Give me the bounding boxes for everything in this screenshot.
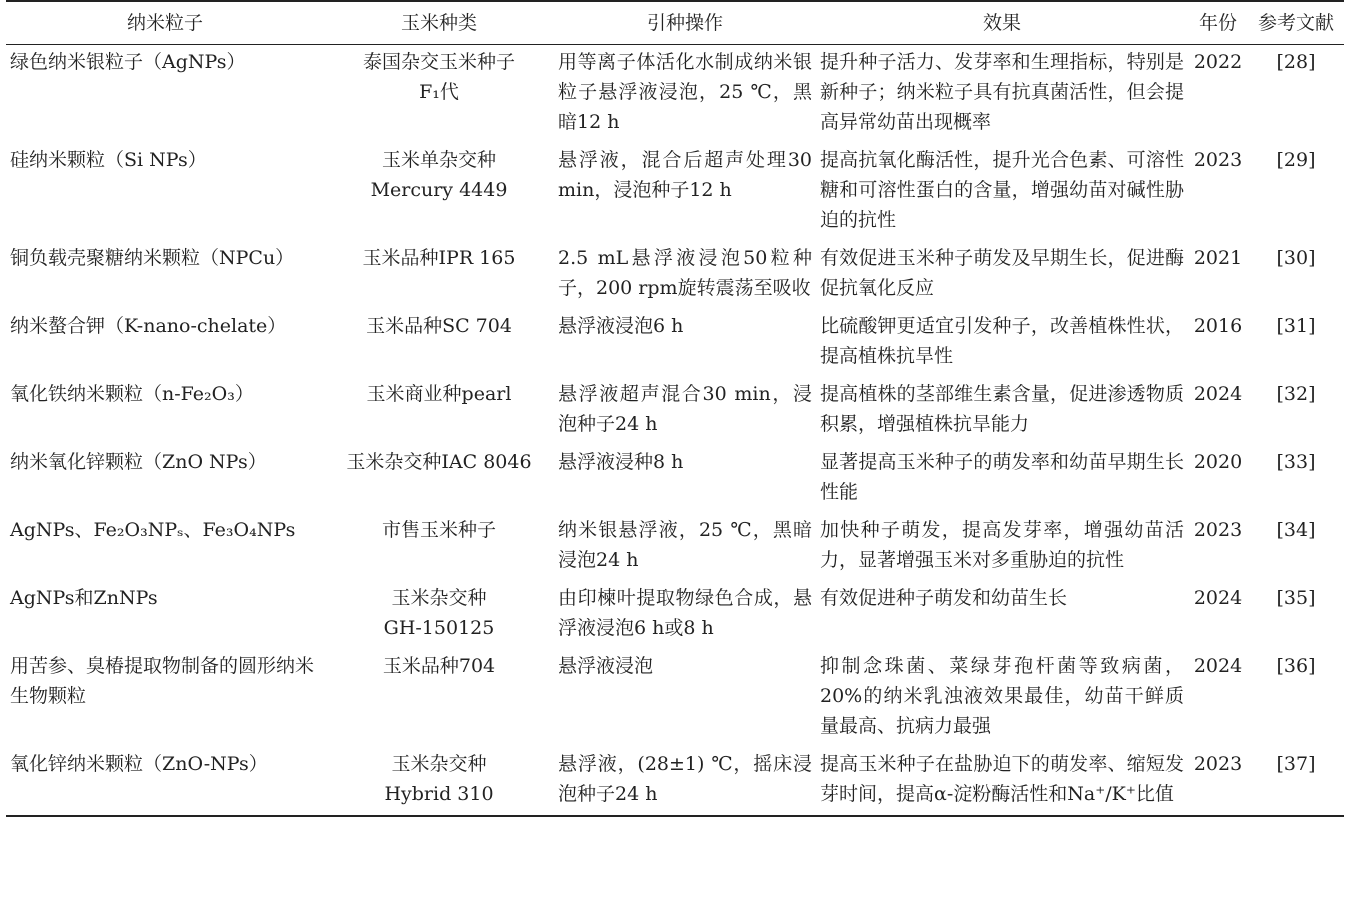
variety-cell — [324, 581, 554, 649]
year-cell: 2021 — [1193, 247, 1243, 269]
reference-cell: [36] — [1276, 655, 1316, 677]
reference-cell: [31] — [1276, 315, 1316, 337]
variety-line-1: 市售玉米种子 — [381, 519, 496, 541]
effect-cell: 显著提高玉米种子的萌发率和幼苗早期生长性能 — [820, 451, 1184, 503]
year-cell: 2023 — [1193, 519, 1243, 541]
reference-cell: [35] — [1276, 587, 1316, 609]
table-row — [6, 309, 1344, 377]
particle-cell: 用苦参、臭椿提取物制备的圆形纳米生物颗粒 — [10, 655, 315, 707]
reference-cell: [37] — [1248, 747, 1344, 816]
year-cell: 2016 — [1193, 315, 1243, 337]
table-row — [6, 241, 1344, 309]
variety-cell — [324, 445, 554, 513]
effect-cell: 加快种子萌发，提高发芽率，增强幼苗活力，显著增强玉米对多重胁迫的抗性 — [820, 519, 1184, 571]
year-cell: 2024 — [1193, 587, 1243, 609]
operation-cell: 悬浮液浸种8 h — [558, 451, 684, 473]
operation-cell: 用等离子体活化水制成纳米银粒子悬浮液浸泡，25 ℃，黑暗12 h — [558, 51, 812, 133]
year-cell: 2024 — [1193, 383, 1243, 405]
effect-cell: 抑制念珠菌、菜绿芽孢杆菌等致病菌，20%的纳米乳浊液效果最佳，幼苗干鲜质量最高、抗病力最强 — [820, 655, 1184, 737]
variety-cell — [324, 513, 554, 581]
operation-cell: 悬浮液浸泡6 h — [558, 315, 684, 337]
variety-cell — [324, 143, 554, 241]
header-year: 年份 — [1188, 1, 1248, 45]
variety-line-2: Mercury 4449 — [370, 179, 508, 201]
variety-line-1: 泰国杂交玉米种子 — [362, 51, 515, 73]
operation-cell: 悬浮液，混合后超声处理30 min，浸泡种子12 h — [558, 149, 812, 201]
effect-cell: 提升种子活力、发芽率和生理指标，特别是新种子；纳米粒子具有抗真菌活性，但会提高异常幼苗出现概率 — [820, 51, 1184, 133]
variety-cell — [324, 241, 554, 309]
table-row — [6, 445, 1344, 513]
nanoparticle-table — [6, 0, 1344, 817]
particle-cell: 纳米氧化锌颗粒（ZnO NPs） — [10, 451, 267, 473]
variety-cell — [324, 377, 554, 445]
operation-cell: 纳米银悬浮液，25 ℃，黑暗浸泡24 h — [558, 519, 812, 571]
reference-cell: [33] — [1276, 451, 1316, 473]
variety-line-1: 玉米商业种pearl — [366, 383, 512, 405]
particle-cell: AgNPs和ZnNPs — [10, 587, 158, 609]
variety-line-1: 玉米品种704 — [382, 655, 496, 677]
particle-cell: 硅纳米颗粒（Si NPs） — [10, 149, 207, 171]
variety-cell — [324, 747, 554, 816]
variety-line-1: 玉米杂交种 — [391, 753, 487, 775]
header-reference: 参考文献 — [1248, 1, 1344, 45]
table-row — [6, 747, 1344, 816]
table-row — [6, 581, 1344, 649]
particle-cell: AgNPs、Fe₂O₃NPₛ、Fe₃O₄NPs — [10, 519, 296, 541]
effect-cell: 提高玉米种子在盐胁迫下的萌发率、缩短发芽时间，提高α-淀粉酶活性和Na⁺/K⁺比值 — [816, 747, 1188, 816]
variety-line-2: F₁代 — [419, 81, 459, 103]
variety-cell — [324, 45, 554, 144]
header-effect: 效果 — [816, 1, 1188, 45]
table-row — [6, 649, 1344, 747]
variety-cell — [324, 649, 554, 747]
effect-cell: 有效促进玉米种子萌发及早期生长，促进酶促抗氧化反应 — [820, 247, 1184, 299]
effect-cell: 提高植株的茎部维生素含量，促进渗透物质积累，增强植株抗旱能力 — [820, 383, 1184, 435]
variety-line-1: 玉米单杂交种 — [381, 149, 496, 171]
effect-cell: 比硫酸钾更适宜引发种子，改善植株性状，提高植株抗旱性 — [820, 315, 1184, 367]
table-row — [6, 377, 1344, 445]
reference-cell: [30] — [1276, 247, 1316, 269]
particle-cell: 氧化锌纳米颗粒（ZnO-NPs） — [6, 747, 324, 816]
variety-line-1: 玉米杂交种IAC 8046 — [346, 451, 532, 473]
header-particle: 纳米粒子 — [6, 1, 324, 45]
header-operation: 引种操作 — [554, 1, 816, 45]
year-cell: 2023 — [1188, 747, 1248, 816]
operation-cell: 悬浮液浸泡 — [558, 655, 654, 677]
variety-line-2: GH-150125 — [383, 617, 495, 639]
effect-cell: 提高抗氧化酶活性，提升光合色素、可溶性糖和可溶性蛋白的含量，增强幼苗对碱性胁迫的抗性 — [820, 149, 1184, 231]
operation-cell: 由印楝叶提取物绿色合成，悬浮液浸泡6 h或8 h — [558, 587, 812, 639]
header-variety: 玉米种类 — [324, 1, 554, 45]
header-row — [6, 1, 1344, 45]
year-cell: 2020 — [1193, 451, 1243, 473]
variety-line-1: 玉米品种IPR 165 — [362, 247, 516, 269]
year-cell: 2023 — [1193, 149, 1243, 171]
operation-cell: 2.5 mL悬浮液浸泡50粒种子，200 rpm旋转震荡至吸收 — [558, 247, 812, 299]
year-cell: 2022 — [1193, 51, 1243, 73]
particle-cell: 氧化铁纳米颗粒（n-Fe₂O₃） — [10, 383, 254, 405]
variety-cell — [324, 309, 554, 377]
particle-cell: 纳米螯合钾（K-nano-chelate） — [10, 315, 287, 337]
table-row — [6, 45, 1344, 144]
table-row — [6, 143, 1344, 241]
operation-cell: 悬浮液超声混合30 min，浸泡种子24 h — [558, 383, 812, 435]
particle-cell: 铜负载壳聚糖纳米颗粒（NPCu） — [10, 247, 295, 269]
reference-cell: [34] — [1276, 519, 1316, 541]
table-row — [6, 513, 1344, 581]
variety-line-1: 玉米杂交种 — [391, 587, 487, 609]
reference-cell: [32] — [1276, 383, 1316, 405]
particle-cell: 绿色纳米银粒子（AgNPs） — [10, 51, 246, 73]
effect-cell: 有效促进种子萌发和幼苗生长 — [820, 587, 1068, 609]
year-cell: 2024 — [1193, 655, 1243, 677]
reference-cell: [29] — [1276, 149, 1316, 171]
variety-line-1: 玉米品种SC 704 — [366, 315, 512, 337]
operation-cell: 悬浮液，(28±1) ℃，摇床浸泡种子24 h — [554, 747, 816, 816]
variety-line-2: Hybrid 310 — [384, 783, 494, 805]
reference-cell: [28] — [1276, 51, 1316, 73]
